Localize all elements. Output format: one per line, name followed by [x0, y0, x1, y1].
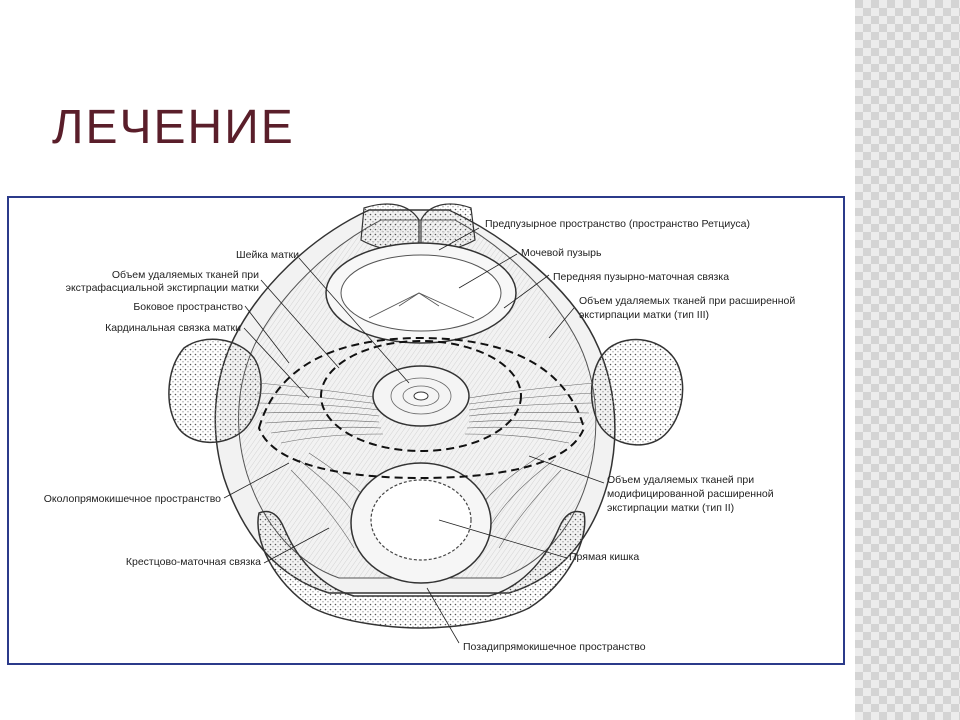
label-vesicouterine-ligament: Передняя пузырно-маточная связка	[553, 271, 730, 283]
label-modified-type2-line1: Объем удаляемых тканей при	[607, 474, 755, 486]
label-cardinal-ligament: Кардинальная связка матки	[105, 322, 241, 334]
label-bladder: Мочевой пузырь	[521, 247, 602, 259]
label-radical-type3-line2: экстирпации матки (тип III)	[579, 309, 710, 321]
cervix	[373, 366, 469, 426]
side-decorative-pattern	[855, 0, 960, 720]
right-pelvic-bone	[592, 340, 683, 445]
slide-title: ЛЕЧЕНИЕ	[52, 101, 295, 154]
label-uterosacral-ligament: Крестцово-маточная связка	[125, 556, 261, 568]
label-modified-type2-line3: экстирпации матки (тип II)	[607, 502, 735, 514]
label-retzius-space: Предпузырное пространство (пространство Ретциуса)	[485, 218, 750, 230]
label-extrafascial-line1: Объем удаляемых тканей при	[111, 269, 259, 281]
label-pararectal-space: Околопрямокишечное пространство	[43, 493, 221, 505]
label-lateral-space: Боковое пространство	[133, 301, 243, 313]
rectum	[351, 463, 491, 583]
label-rectum: Прямая кишка	[569, 551, 640, 563]
pelvis-cross-section-diagram	[9, 198, 843, 663]
label-cervix: Шейка матки	[235, 249, 299, 261]
left-pelvic-bone	[169, 339, 261, 442]
anatomical-figure	[7, 196, 845, 665]
label-radical-type3-line1: Объем удаляемых тканей при расширенной	[579, 295, 796, 307]
bladder	[326, 243, 516, 343]
label-extrafascial-line2: экстрафасциальной экстирпации матки	[65, 282, 259, 294]
label-modified-type2-line2: модифицированной расширенной	[607, 488, 774, 500]
label-retrorectal-space: Позадипрямокишечное пространство	[463, 641, 646, 653]
